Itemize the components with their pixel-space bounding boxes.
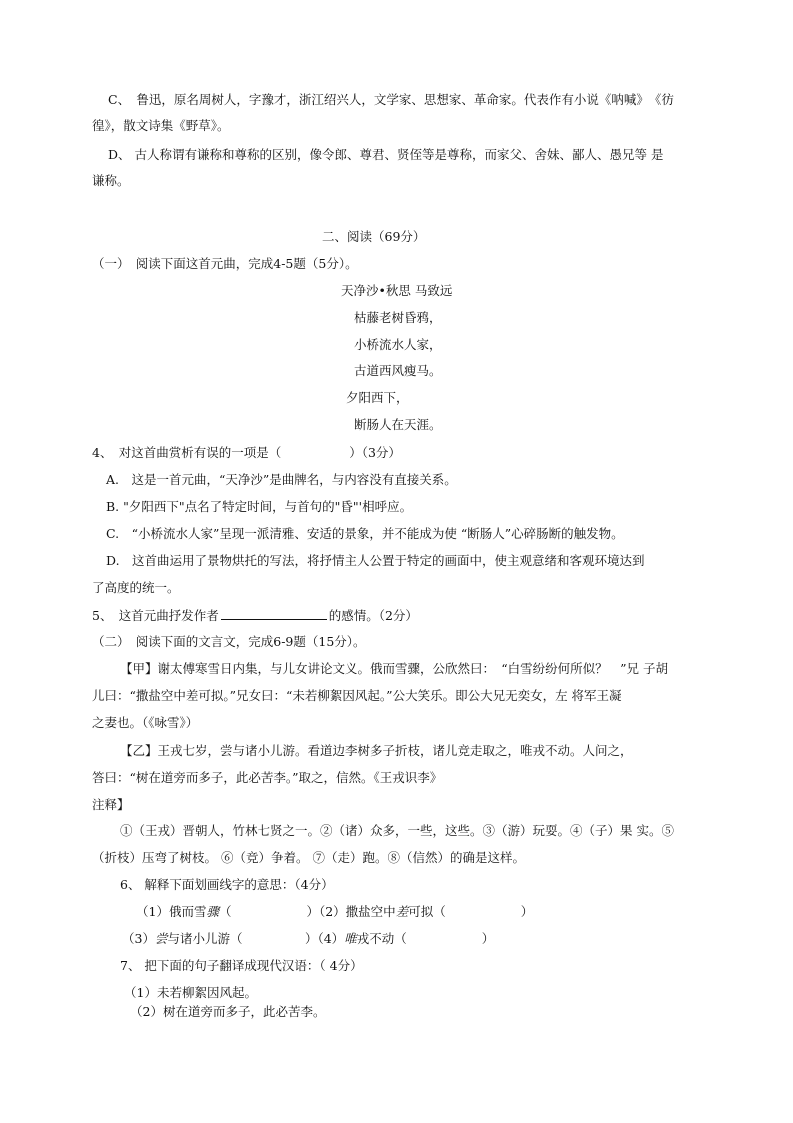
q7-sentence1: （1）未若柳絮因风起。 (124, 985, 257, 1000)
poem-line: 断肠人在天涯。 (354, 417, 442, 432)
passage-jia-line2: 儿曰：“撒盐空中差可拟。”兄女曰：“未若柳絮因风起。”公大笑乐。即公大兄无奕女，左 将军王凝 (92, 688, 622, 703)
q5-answer-blank[interactable] (221, 607, 327, 620)
q5-text: 5、 这首元曲抒发作者 (92, 608, 219, 623)
question-4-stem (92, 445, 401, 461)
q4-option-d-line2: 了高度的统一。 (92, 580, 180, 595)
q6-item1-blank[interactable]: （ ）（2）撒盐空中 (218, 904, 396, 919)
q6-item1-target: 骤 (206, 904, 219, 919)
question-5 (92, 607, 418, 624)
passage-yi-line2: 答曰：“树在道旁而多子，此必苦李。”取之，信然。《王戎识李》 (92, 770, 443, 785)
q4-option-b: B. "夕阳西下"点名了特定时间，与首句的"昏"'相呼应。 (106, 499, 413, 514)
poem-line: 古道西风瘦马。 (354, 363, 442, 378)
passage-jia-line1: 【甲】谢太傅寒雪日内集，与儿女讲论文义。俄而雪骤，公欣然曰： “白雪纷纷何所似？ ”兄 子胡 (120, 661, 669, 676)
q6-item3-target: 尝 (154, 931, 168, 946)
passage-yi-line1: 【乙】王戎七岁，尝与诸小儿游。看道边李树多子折枝，诸儿竞走取之，唯戎不动。人问之， (120, 743, 633, 758)
passage-jia-line3: 之妻也。（《咏雪》） (92, 715, 199, 730)
notes-label: 注释】 (92, 797, 130, 812)
q6-item4-target: 唯 (344, 931, 357, 946)
option-c-line2: 徨》，散文诗集《野草》。 (92, 118, 230, 133)
question-7-stem: 7、 把下面的句子翻译成现代汉语：（ 4分） (120, 958, 363, 973)
q6-items-row2 (122, 931, 494, 947)
notes-line2: （折枝）压弯了树枝。 ⑥（竞）争着。 ⑦（走）跑。⑧（信然）的确是这样。 (92, 850, 525, 865)
q6-item4-blank[interactable]: 戎不动（ ） (356, 931, 495, 946)
q4-option-d-line1: D. 这首曲运用了景物烘托的写法，将抒情主人公置于特定的画面中，使主观意绪和客观环境达到 (106, 553, 645, 568)
q6-item1-text: （1）俄而雪 (136, 904, 207, 919)
q6-item3-blank[interactable]: 与诸小儿游（ ）（4） (167, 931, 345, 946)
q6-item2-blank[interactable]: 可拟（ ） (408, 904, 534, 919)
q4-option-a: A. 这是一首元曲，“天净沙”是曲牌名，与内容没有直接关系。 (106, 472, 457, 487)
poem-line: 枯藤老树昏鸦， (354, 310, 442, 325)
q4-option-c: C. “小桥流水人家”呈现一派清雅、安适的景象，并不能成为使 “断肠人”心碎肠断的触发物。 (106, 526, 624, 541)
q5-points: 的感情。（2分） (328, 608, 418, 623)
poem-line: 小桥流水人家， (354, 337, 442, 352)
poem-line: 夕阳西下， (346, 390, 409, 405)
q4-stem-text: 4、 对这首曲赏析有误的一项是（ (92, 445, 282, 460)
poem-title: 天净沙•秋思 马致远 (341, 283, 453, 298)
part1-intro: （一） 阅读下面这首元曲，完成4-5题（5分）。 (92, 256, 358, 271)
option-d-line2: 谦称。 (92, 173, 130, 188)
q6-items-row1 (136, 904, 533, 920)
q6-item2-target: 差 (395, 904, 409, 919)
q7-sentence2: （2）树在道旁而多子，此必苦李。 (130, 1004, 326, 1019)
notes-line1: ①（王戎）晋朝人，竹林七贤之一。②（诸）众多，一些，这些。③（游）玩耍。④（子）果 实。⑤ (120, 823, 674, 838)
question-6-stem: 6、 解释下面划画线字的意思：（4分） (120, 877, 334, 892)
q6-item3-text: （3） (122, 931, 155, 946)
section-title: 二、阅读（69分） (322, 229, 426, 244)
option-c-line1: C、 鲁迅，原名周树人，字豫才，浙江绍兴人，文学家、思想家、革命家。代表作有小说《呐喊》 《彷 (108, 92, 674, 107)
part2-intro: （二） 阅读下面的文言文，完成6-9题（15分）。 (92, 634, 366, 649)
q4-points: ）（3分） (349, 445, 401, 460)
option-d-line1: D、 古人称谓有谦称和尊称的区别，像令郎、尊君、贤侄等是尊称，而家父、舍妹、鄙人、愚兄等 是 (108, 147, 664, 162)
